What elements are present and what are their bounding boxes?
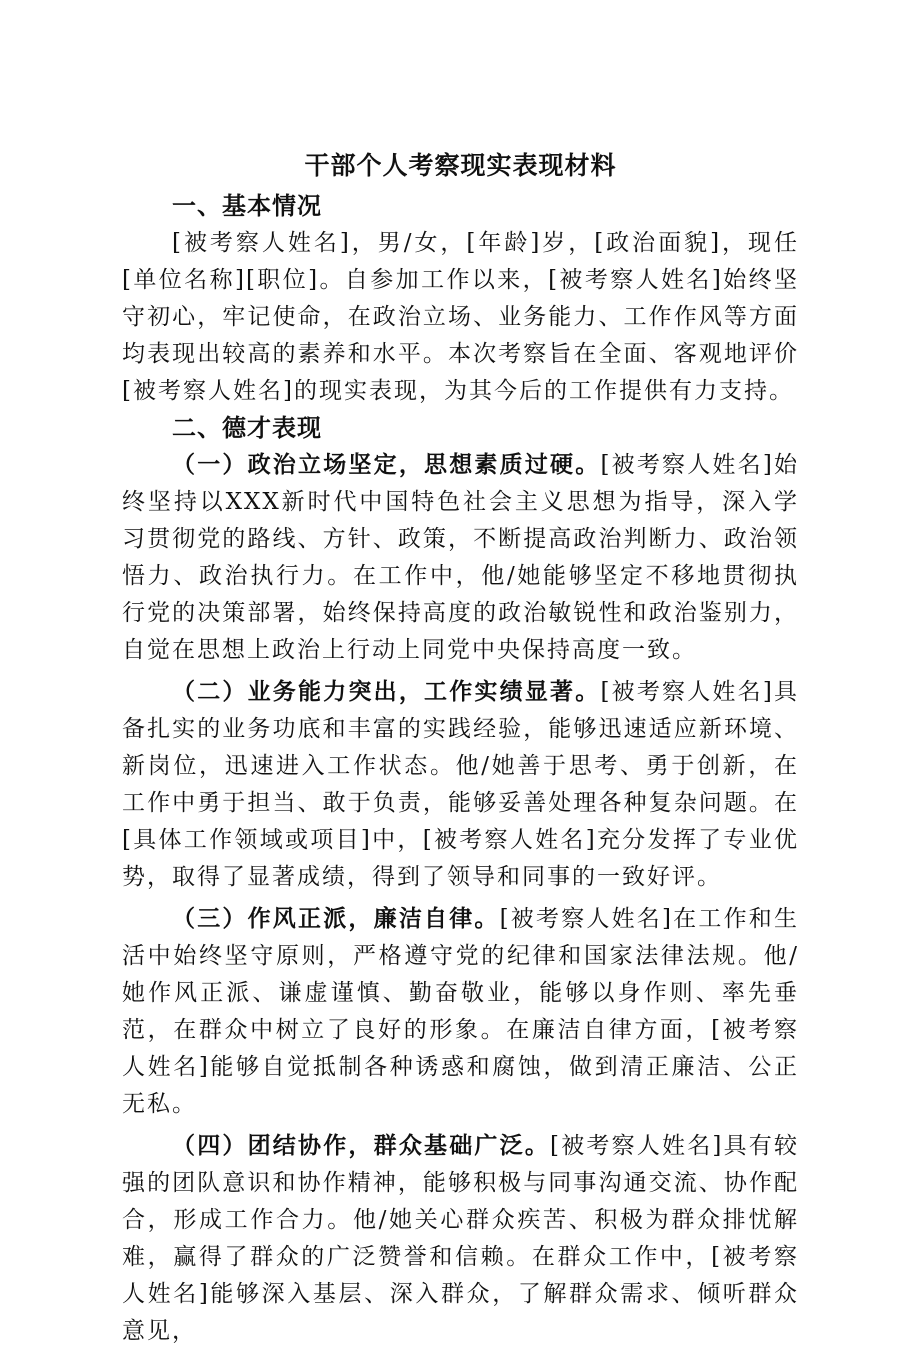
paragraph-text: [被考察人姓名]，男/女，[年龄]岁，[政治面貌]，现任[单位名称][职位]。自参加工作以来，[被考察人姓名]始终坚守初心，牢记使命，在政治立场、业务能力、工作作风等方面均表现出较高的素养和水平。本次考察旨在全面、客观地评价[被考察人姓名]的现实表现，为其今后的工作提供有力支持。 bbox=[122, 230, 799, 404]
performance-paragraph-3 bbox=[122, 900, 799, 1123]
paragraph-text: [被考察人姓名]具备扎实的业务功底和丰富的实践经验，能够迅速适应新环境、新岗位，迅速进入工作状态。他/她善于思考、勇于创新，在工作中勇于担当、敢于负责，能够妥善处理各种复杂问题。在[具体工作领域或项目]中，[被考察人姓名]充分发挥了专业优势，取得了显著成绩，得到了领导和同事的一致好评。 bbox=[122, 679, 799, 890]
section-heading-performance: 二、德才表现 bbox=[172, 414, 322, 442]
paragraph-lead: （一）政治立场坚定，思想素质过硬。 bbox=[172, 451, 601, 478]
paragraph-text: [被考察人姓名]具有较强的团队意识和协作精神，能够积极与同事沟通交流、协作配合，形成工作合力。他/她关心群众疾苦、积极为群众排忧解难，赢得了群众的广泛赞誉和信赖。在群众工作中，[被考察人姓名]能够深入基层、深入群众，了解群众需求、倾听群众意见， bbox=[122, 1133, 799, 1344]
performance-paragraph-4 bbox=[122, 1127, 799, 1350]
section-heading-basic-info: 一、基本情况 bbox=[172, 192, 322, 220]
paragraph-lead: （四）团结协作，群众基础广泛。 bbox=[172, 1132, 551, 1159]
paragraph-lead: （二）业务能力突出，工作实绩显著。 bbox=[172, 678, 601, 705]
paragraph-lead: （三）作风正派，廉洁自律。 bbox=[172, 905, 500, 932]
performance-paragraph-2 bbox=[122, 673, 799, 896]
paragraph-text: [被考察人姓名]在工作和生活中始终坚守原则，严格遵守党的纪律和国家法律法规。他/她作风正派、谦虚谨慎、勤奋敬业，能够以身作则、率先垂范，在群众中树立了良好的形象。在廉洁自律方面，[被考察人姓名]能够自觉抵制各种诱惑和腐蚀，做到清正廉洁、公正无私。 bbox=[122, 906, 799, 1117]
paragraph-text: [被考察人姓名]始终坚持以XXX新时代中国特色社会主义思想为指导，深入学习贯彻党的路线、方针、政策，不断提高政治判断力、政治领悟力、政治执行力。在工作中，他/她能够坚定不移地贯彻执行党的决策部署，始终保持高度的政治敏锐性和政治鉴别力，自觉在思想上政治上行动上同党中央保持高度一致。 bbox=[122, 452, 799, 663]
basic-info-paragraph bbox=[122, 224, 799, 410]
document-title: 干部个人考察现实表现材料 bbox=[304, 151, 617, 180]
performance-paragraph-1 bbox=[122, 446, 799, 669]
